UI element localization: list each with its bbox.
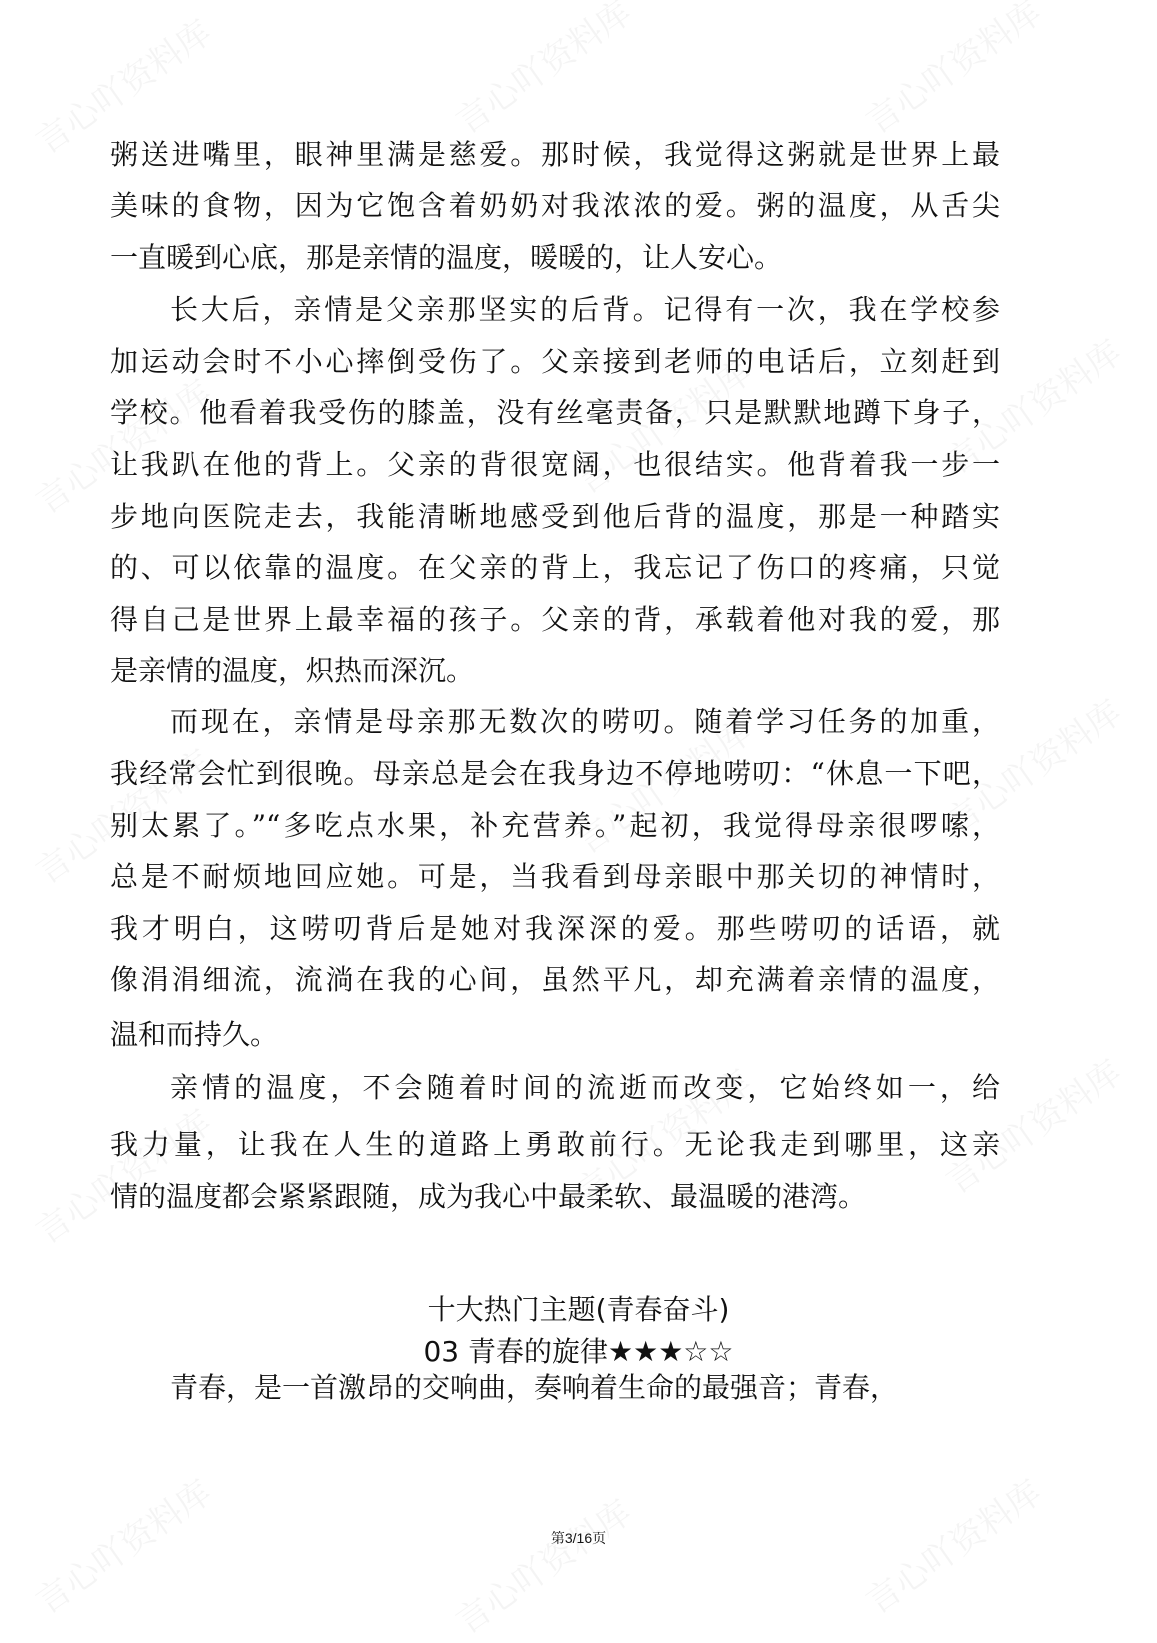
text-line: 美味的食物，因为它饱含着奶奶对我浓浓的爱。粥的温度，从舌尖 [110, 189, 1000, 222]
essay-title: 03 青春的旋律★★★☆☆ [423, 1335, 734, 1368]
watermark-text [444, 0, 639, 143]
watermark-text [24, 1096, 219, 1253]
text-line: 我力量，让我在人生的道路上勇敢前行。无论我走到哪里，这亲 [110, 1128, 1000, 1161]
text-line: 我经常会忙到很晚。母亲总是会在我身边不停地唠叨：“休息一下吧， [110, 757, 1000, 790]
page-number: 第3/16页 [550, 1530, 607, 1546]
watermark-text [444, 1486, 639, 1643]
text-line: 而现在，亲情是母亲那无数次的唠叨。随着学习任务的加重， [170, 705, 1000, 738]
text-line: 加运动会时不小心摔倒受伤了。父亲接到老师的电话后，立刻赶到 [110, 345, 1000, 378]
text-line: 长大后，亲情是父亲那坚实的后背。记得有一次，我在学校参 [170, 293, 1000, 326]
text-line: 步地向医院走去，我能清晰地感受到他后背的温度，那是一种踏实 [110, 500, 1000, 533]
text-line: 别太累了。”“多吃点水果，补充营养。”起初，我觉得母亲很啰嗦， [110, 809, 1000, 842]
text-line: 温和而持久。 [110, 1018, 279, 1051]
text-line: 一直暖到心底，那是亲情的温度，暖暖的，让人安心。 [110, 241, 783, 274]
text-line: 是亲情的温度，炽热而深沉。 [110, 654, 475, 687]
watermark-text [854, 0, 1049, 143]
text-line: 情的温度都会紧紧跟随，成为我心中最柔软、最温暖的港湾。 [110, 1180, 867, 1213]
text-line: 学校。他看着我受伤的膝盖，没有丝毫责备，只是默默地蹲下身子， [110, 396, 1000, 429]
text-line: 亲情的温度，不会随着时间的流逝而改变，它始终如一，给 [170, 1071, 1000, 1104]
text-line: 的、可以依靠的温度。在父亲的背上，我忘记了伤口的疼痛，只觉 [110, 551, 1000, 584]
text-line: 像涓涓细流，流淌在我的心间，虽然平凡，却充满着亲情的温度， [110, 963, 1000, 996]
essay-first-line: 青春，是一首激昂的交响曲，奏响着生命的最强音；青春， [170, 1371, 899, 1404]
text-line: 粥送进嘴里，眼神里满是慈爱。那时候，我觉得这粥就是世界上最 [110, 138, 1000, 171]
text-line: 得自己是世界上最幸福的孩子。父亲的背，承载着他对我的爱，那 [110, 603, 1000, 636]
text-line: 总是不耐烦地回应她。可是，当我看到母亲眼中那关切的神情时， [110, 860, 1000, 893]
text-line: 我才明白，这唠叨背后是她对我深深的爱。那些唠叨的话语，就 [110, 912, 1000, 945]
section-category-heading: 十大热门主题(青春奋斗) [427, 1293, 730, 1326]
text-line: 让我趴在他的背上。父亲的背很宽阔，也很结实。他背着我一步一 [110, 448, 1000, 481]
